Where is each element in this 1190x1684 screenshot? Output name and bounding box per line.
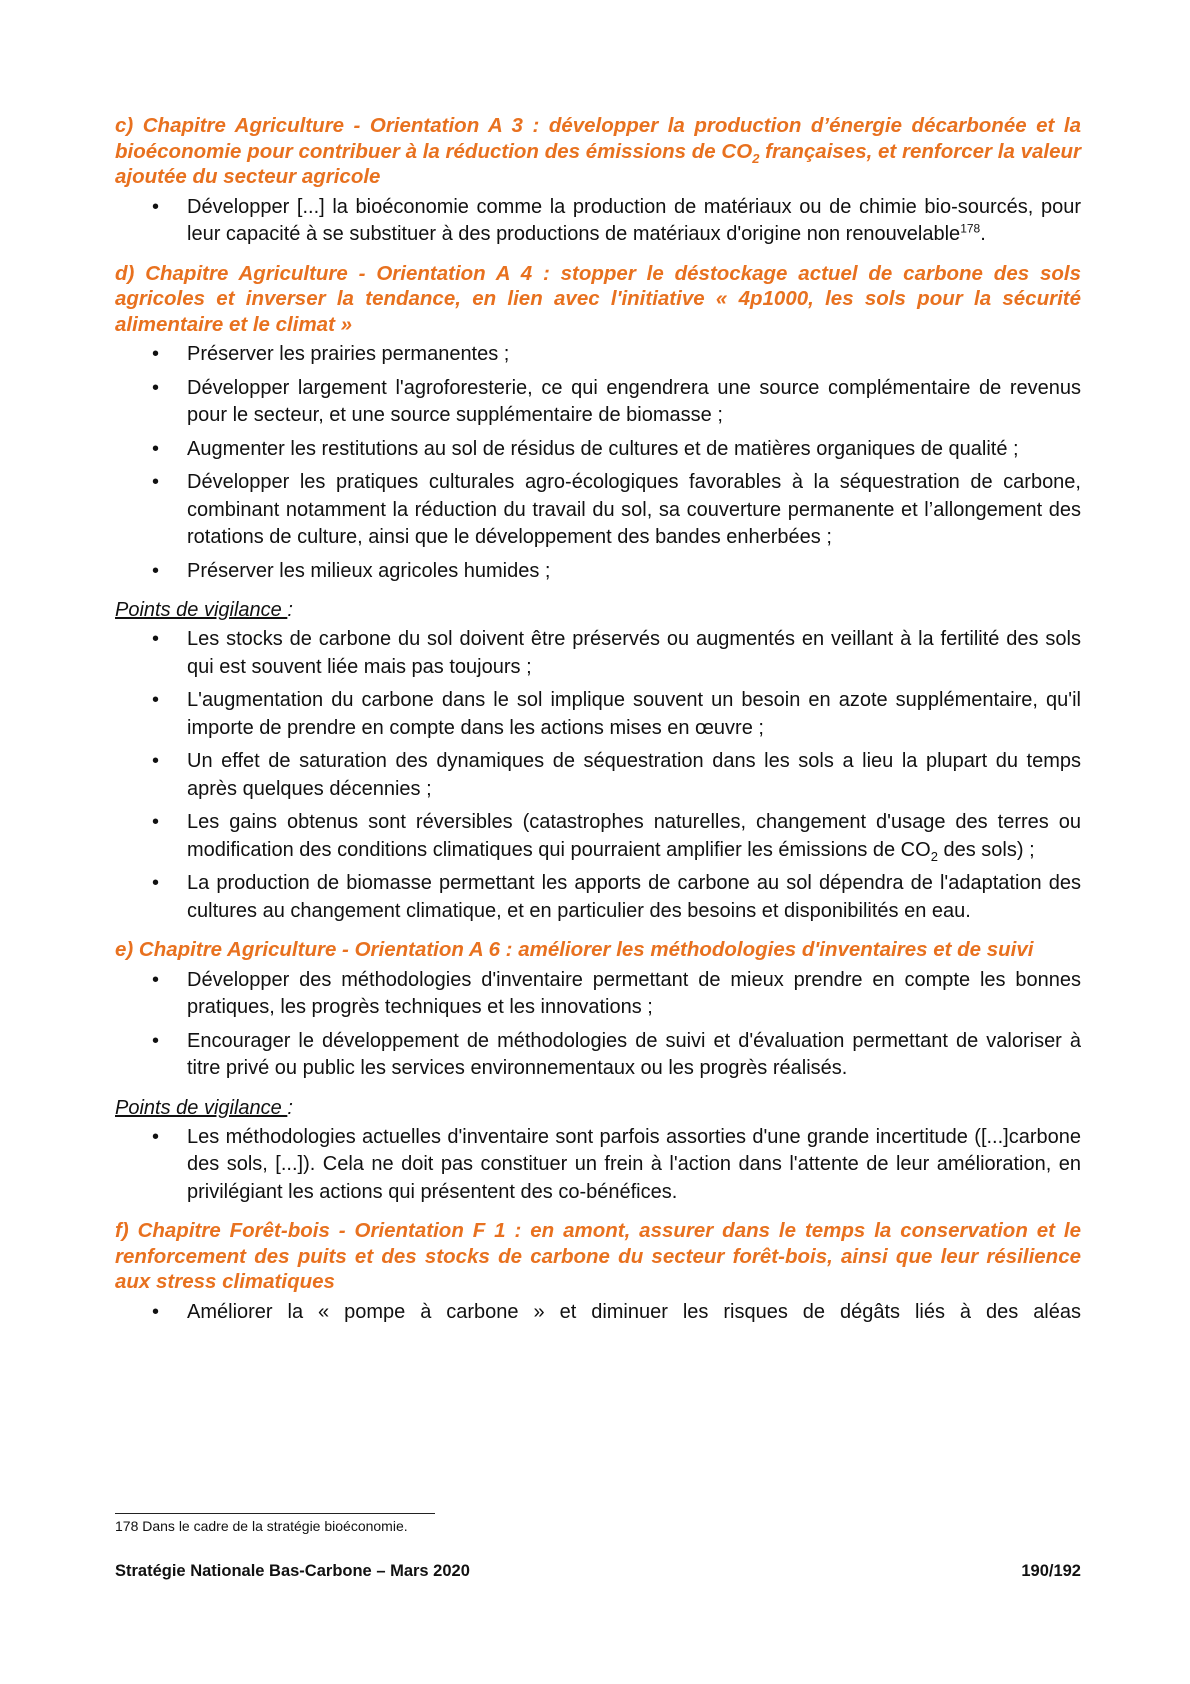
vigilance-label: Points de vigilance : xyxy=(115,599,293,621)
list-item: • Les stocks de carbone du sol doivent être préservés ou augmentés en veillant à la fertilité des sols qui est souvent liée mais pas toujours ; xyxy=(152,628,1081,678)
section-f-heading: f) Chapitre Forêt-bois - Orientation F 1 : en amont, assurer dans le temps la conservation et le renforcement des puits et des stocks de carbone du secteur forêt-bois, ainsi que leur résilience aux stress climatiques xyxy=(115,1219,1081,1293)
footnote-divider xyxy=(115,1513,435,1514)
list-item: • Encourager le développement de méthodologies de suivi et d'évaluation permettant de valoriser à titre privé ou public les services environnementaux ou les progrès réalisés. xyxy=(152,1029,1081,1079)
bullet-icon: • xyxy=(152,750,160,772)
list-item: • Développer des méthodologies d'inventaire permettant de mieux prendre en compte les bonnes pratiques, les progrès techniques et les innovations ; xyxy=(152,968,1081,1018)
bullet-icon: • xyxy=(152,437,160,460)
co2-subscript: 2 xyxy=(930,848,938,864)
section-e-heading: e) Chapitre Agriculture - Orientation A 6 : améliorer les méthodologies d'inventaires et de suivi xyxy=(115,938,1034,961)
section-c-heading-text: c) Chapitre Agriculture - Orientation A 3 : développer la production d’énergie décarbonée et la bioéconomie pour contribuer à la réduction des émissions de CO xyxy=(115,114,1081,163)
bullet-icon: • xyxy=(152,343,160,365)
bullet-icon: • xyxy=(152,1125,160,1148)
page-number: 190/192 xyxy=(1021,1562,1081,1580)
bullet-icon: • xyxy=(152,628,160,650)
bullet-icon: • xyxy=(152,1029,160,1052)
vigilance-label: Points de vigilance : xyxy=(115,1096,293,1119)
section-e-vigilance-list xyxy=(115,1124,1081,1207)
list-item: • Augmenter les restitutions au sol de résidus de cultures et de matières organiques de qualité ; xyxy=(115,436,1081,464)
section-e-list xyxy=(115,967,1081,1083)
section-d-vigilance-list xyxy=(115,626,1081,925)
section-c-list xyxy=(115,194,1081,249)
bullet-icon: • xyxy=(152,376,160,399)
section-d-list xyxy=(115,341,1081,585)
section-f-list xyxy=(115,1299,1081,1327)
list-item: • Les méthodologies actuelles d'inventaire sont parfois assorties d'une grande incertitude ([...]carbone des sols, [...]). Cela ne doit pas constituer un frein à l'action dans l'attente de leur amélioration, en privilégiant les actions qui présentent des co-bénéfices. xyxy=(152,1125,1081,1203)
footer-title: Stratégie Nationale Bas-Carbone – Mars 2020 xyxy=(115,1562,470,1580)
bullet-icon: • xyxy=(152,471,160,493)
bullet-icon: • xyxy=(152,559,160,582)
page-footer xyxy=(115,1561,1081,1581)
bullet-icon: • xyxy=(152,195,160,218)
bullet-icon: • xyxy=(152,811,160,833)
list-item: • La production de biomasse permettant les apports de carbone au sol dépendra de l'adaptation des cultures au changement climatique, et en particulier des besoins et disponibilités en eau. xyxy=(152,872,1081,922)
list-item: • Les gains obtenus sont réversibles (catastrophes naturelles, changement d'usage des terres ou modification des conditions climatiques qui pourraient amplifier les émissions de $CO_2$ des sols) ; xyxy=(152,811,1081,864)
list-item: • Développer les pratiques culturales agro-écologiques favorables à la séquestration de carbone, combinant notamment la réduction du travail du sol, sa couverture permanente et l’allongement des rotations de culture, ainsi que le développement des bandes enherbées ; xyxy=(152,471,1081,548)
list-item: • Améliorer la « pompe à carbone » et diminuer les risques de dégâts liés à des aléas xyxy=(115,1299,1081,1327)
list-item: • L'augmentation du carbone dans le sol implique souvent un besoin en azote supplémentaire, qu'il importe de prendre en compte dans les actions mises en œuvre ; xyxy=(152,689,1081,739)
co2-subscript: 2 xyxy=(752,150,760,166)
footnote-ref[interactable]: 178 xyxy=(960,221,981,236)
bullet-icon: • xyxy=(152,1300,160,1323)
bullet-icon: • xyxy=(152,968,160,991)
list-item: • Développer largement l'agroforesterie, ce qui engendrera une source complémentaire de revenus pour le secteur, et une source supplémentaire de biomasse ; xyxy=(152,376,1081,426)
section-c-heading xyxy=(115,113,1081,190)
document-page xyxy=(115,113,1081,1332)
footnote: 178 Dans le cadre de la stratégie bioéconomie. xyxy=(115,1518,408,1534)
bullet-icon: • xyxy=(152,689,160,711)
list-item: • Un effet de saturation des dynamiques de séquestration dans les sols a lieu la plupart du temps après quelques décennies ; xyxy=(152,750,1081,800)
section-d-heading: d) Chapitre Agriculture - Orientation A 4 : stopper le déstockage actuel de carbone des sols agricoles et inverser la tendance, en lien avec l'initiative « 4p1000, les sols pour la sécurité alimentaire et le climat » xyxy=(115,261,1081,336)
section-c-heading-text-end: françaises, et renforcer la valeur ajoutée du secteur agricole xyxy=(115,139,1081,188)
list-item: • Préserver les prairies permanentes ; xyxy=(115,341,1081,369)
list-item: • Développer [...] la bioéconomie comme la production de matériaux ou de chimie bio-sourcés, pour leur capacité à se substituer à des productions de matériaux d'origine non renouvelable$^{178}$. xyxy=(152,195,1081,245)
list-item: • Préserver les milieux agricoles humides ; xyxy=(115,558,1081,586)
bullet-icon: • xyxy=(152,872,160,894)
